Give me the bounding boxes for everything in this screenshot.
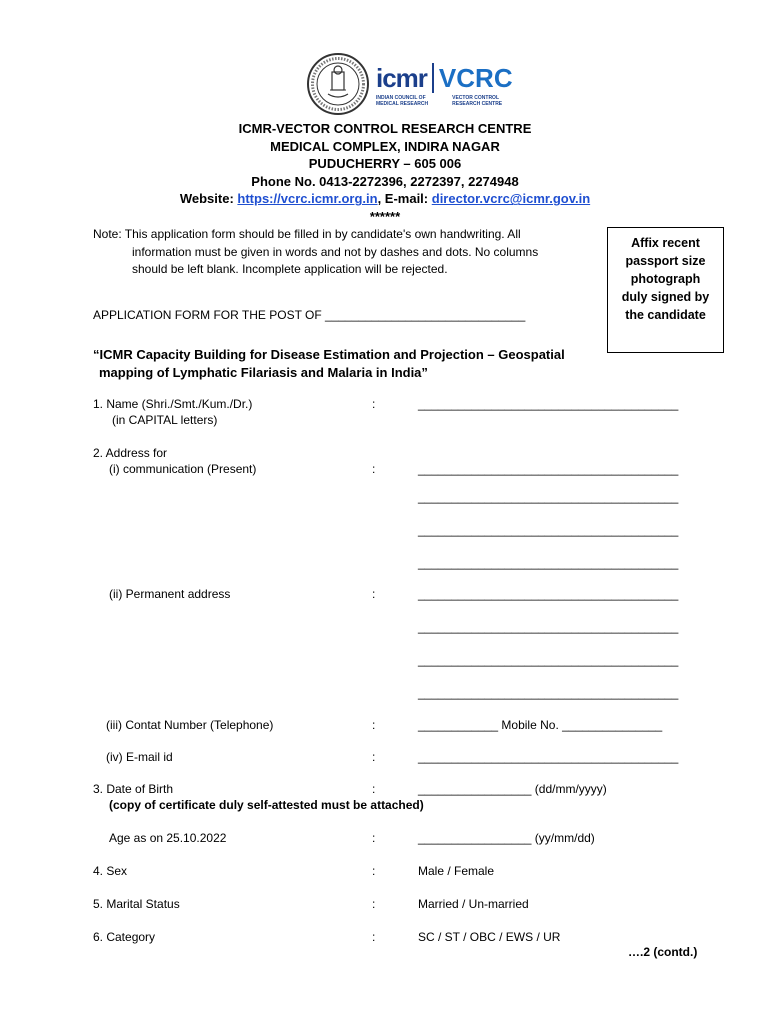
- contact-label: (iii) Contat Number (Telephone): [106, 718, 274, 732]
- post-applied-line[interactable]: APPLICATION FORM FOR THE POST OF ______________________________: [93, 308, 526, 322]
- icmr-subtitle: INDIAN COUNCIL OF MEDICAL RESEARCH: [376, 95, 429, 107]
- colon: :: [372, 897, 376, 911]
- age-label: Age as on 25.10.2022: [109, 831, 227, 845]
- contact-blank[interactable]: ____________ Mobile No. _______________: [418, 718, 663, 732]
- colon: :: [372, 718, 376, 732]
- address-comm-blank-2[interactable]: _______________________________________: [418, 490, 679, 504]
- sex-label: 4. Sex: [93, 864, 128, 878]
- header-line-2: MEDICAL COMPLEX, INDIRA NAGAR: [270, 138, 500, 154]
- icmr-vcrc-logo: [376, 63, 513, 107]
- colon: :: [372, 587, 376, 601]
- email-label: (iv) E-mail id: [106, 750, 173, 764]
- address-perm-blank-3[interactable]: _______________________________________: [418, 653, 679, 667]
- header-stars: ******: [369, 208, 401, 224]
- institute-header: [0, 120, 770, 226]
- icmr-wordmark: icmr: [376, 63, 427, 93]
- dob-blank[interactable]: _________________ (dd/mm/yyyy): [418, 782, 607, 796]
- colon: :: [372, 750, 376, 764]
- marital-status-options[interactable]: Married / Un-married: [418, 897, 529, 911]
- website-link[interactable]: https://vcrc.icmr.org.in: [237, 191, 378, 207]
- header-contact-line: Website: https://vcrc.icmr.org.in, E-mail: director.vcrc@icmr.gov.in: [179, 191, 591, 207]
- name-label: 1. Name (Shri./Smt./Kum./Dr.): [93, 397, 253, 411]
- address-comm-blank-4[interactable]: _______________________________________: [418, 556, 679, 570]
- marital-status-label: 5. Marital Status: [93, 897, 180, 911]
- address-communication-label: (i) communication (Present): [109, 462, 257, 476]
- category-label: 6. Category: [93, 930, 156, 944]
- address-perm-blank-1[interactable]: _______________________________________: [418, 587, 679, 601]
- category-options[interactable]: SC / ST / OBC / EWS / UR: [418, 930, 561, 944]
- name-blank[interactable]: _______________________________________: [418, 397, 679, 411]
- colon: :: [372, 864, 376, 878]
- colon: :: [372, 831, 376, 845]
- address-label: 2. Address for: [93, 446, 168, 460]
- header-line-4: Phone No. 0413-2272396, 2272397, 2274948: [251, 173, 519, 189]
- email-blank[interactable]: _______________________________________: [418, 750, 679, 764]
- dob-note: (copy of certificate duly self-attested must be attached): [109, 798, 424, 812]
- vcrc-subtitle: VECTOR CONTROL RESEARCH CENTRE: [452, 95, 503, 107]
- age-blank[interactable]: _________________ (yy/mm/dd): [418, 831, 595, 845]
- address-perm-blank-2[interactable]: _______________________________________: [418, 620, 679, 634]
- address-comm-blank-1[interactable]: _______________________________________: [418, 462, 679, 476]
- vcrc-wordmark: VCRC: [438, 63, 513, 93]
- name-sublabel: (in CAPITAL letters): [112, 413, 218, 427]
- colon: :: [372, 462, 376, 476]
- header-line-3: PUDUCHERRY – 605 006: [308, 156, 462, 172]
- email-link[interactable]: director.vcrc@icmr.gov.in: [431, 191, 591, 207]
- sex-options[interactable]: Male / Female: [418, 864, 495, 878]
- dob-label: 3. Date of Birth: [93, 782, 174, 796]
- address-permanent-label: (ii) Permanent address: [109, 587, 231, 601]
- continued-note: ….2 (contd.): [628, 945, 698, 959]
- address-perm-blank-4[interactable]: _______________________________________: [418, 686, 679, 700]
- colon: :: [372, 397, 376, 411]
- colon: :: [372, 782, 376, 796]
- colon: :: [372, 930, 376, 944]
- address-comm-blank-3[interactable]: _______________________________________: [418, 523, 679, 537]
- icmr-seal-logo: [306, 52, 370, 116]
- instructions-note: Note: This application form should be filled in by candidate's own handwriting. All information must be given in words and not by dashes and dots. No columns should be left blank. Incomplete application will be rejected.: [93, 227, 539, 276]
- project-title: “ICMR Capacity Building for Disease Estimation and Projection – Geospatial mapping of Lymphatic Filariasis and Malaria in India”: [93, 347, 565, 380]
- photo-box: Affix recent passport size photograph duly signed by the candidate: [607, 227, 724, 353]
- header-line-1: ICMR-VECTOR CONTROL RESEARCH CENTRE: [238, 121, 532, 136]
